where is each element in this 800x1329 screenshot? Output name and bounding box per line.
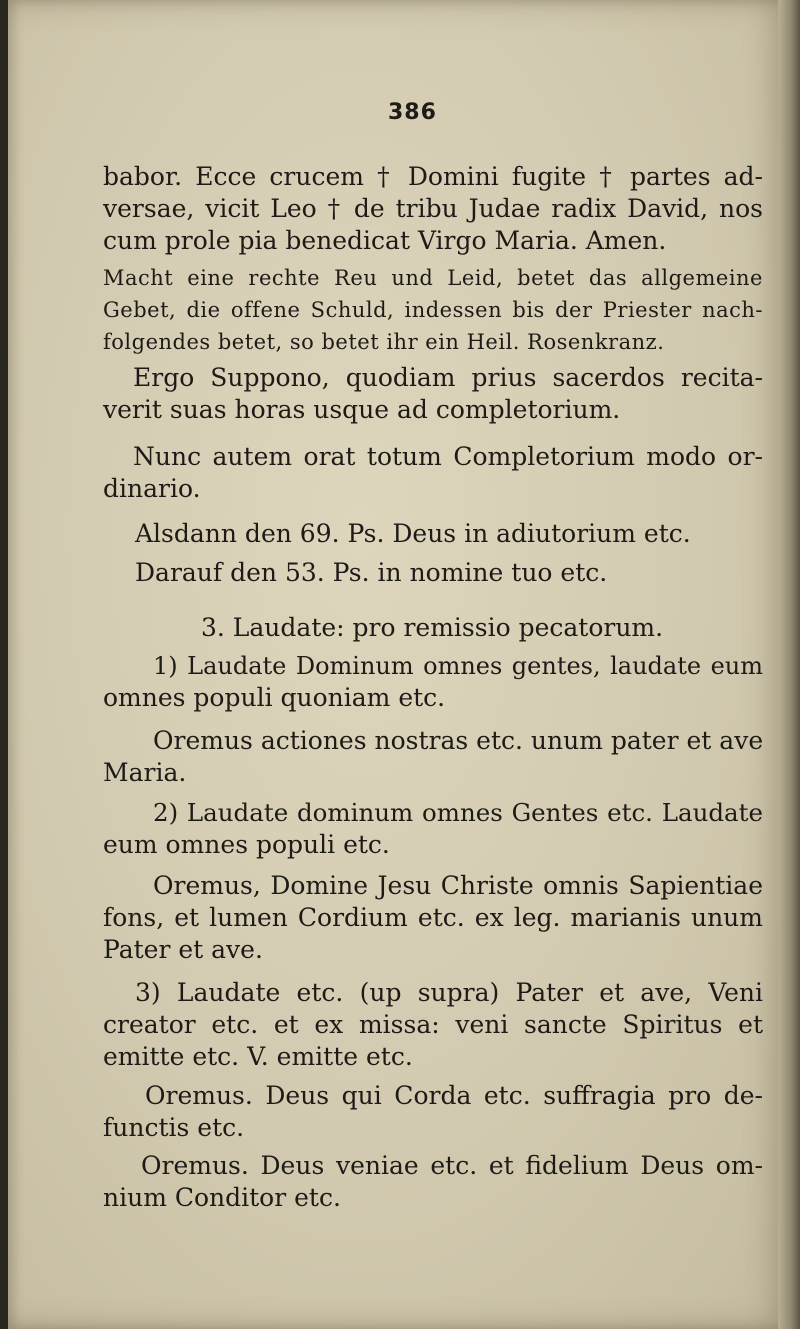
line: Oremus. Deus qui Corda etc. suffragia pro de- [145,1081,763,1110]
paragraph-1 [103,161,763,257]
page-edge [778,0,800,1329]
paragraph-6 [103,557,763,589]
paragraph-5 [103,518,763,550]
paragraph-7 [103,612,763,644]
line: verit suas horas usque ad completorium. [103,395,621,424]
line: Gebet, die offene Schuld, indessen bis der Priester nach- [103,298,763,322]
line: dinario. [103,474,201,503]
line: Nunc autem orat totum Completorium modo or- [133,442,763,471]
paragraph-14 [103,1150,763,1214]
line: 2) Laudate dominum omnes Gentes etc. Laudate [153,798,763,827]
line: emitte etc. V. emitte etc. [103,1042,413,1071]
line: fons, et lumen Cordium etc. ex leg. marianis unum [103,903,763,932]
line: folgendes betet, so betet ihr ein Heil. Rosenkranz. [103,330,665,354]
line: Alsdann den 69. Ps. Deus in adiutorium etc. [135,519,691,548]
line: functis etc. [103,1113,245,1142]
paragraph-9 [103,725,763,789]
line: Pater et ave. [103,935,263,964]
line: Oremus. Deus veniae etc. et fidelium Deus om- [141,1151,763,1180]
line: babor. Ecce crucem † Domini fugite † partes ad- [103,162,763,191]
line: nium Conditor etc. [103,1183,341,1212]
line: cum prole pia benedicat Virgo Maria. Amen. [103,226,667,255]
paragraph-12 [103,977,763,1073]
line: 3) Laudate etc. (up supra) Pater et ave, Veni [135,978,763,1007]
paragraph-4 [103,441,763,505]
paragraph-3 [103,362,763,426]
paragraph-13 [103,1080,763,1144]
paragraph-10 [103,797,763,861]
line: Oremus actiones nostras etc. unum pater et ave [153,726,764,755]
line: versae, vicit Leo † de tribu Judae radix David, nos [103,194,763,223]
line: 1) Laudate Dominum omnes gentes, laudate eum [153,652,763,680]
line: 3. Laudate: pro remissio pecatorum. [201,613,664,642]
page-number: 386 [388,100,437,125]
line: Darauf den 53. Ps. in nomine tuo etc. [135,558,608,587]
line: Maria. [103,758,187,787]
line: eum omnes populi etc. [103,830,390,859]
paragraph-8 [103,650,763,714]
line: Ergo Suppono, quodiam prius sacerdos recita- [133,363,763,392]
line: creator etc. et ex missa: veni sancte Spiritus et [103,1010,763,1039]
line: Macht eine rechte Reu und Leid, betet das allgemeine [103,266,763,290]
line: omnes populi quoniam etc. [103,683,446,712]
paragraph-11 [103,870,763,966]
line: Oremus, Domine Jesu Christe omnis Sapientiae [153,871,763,900]
paragraph-2 [103,262,763,358]
